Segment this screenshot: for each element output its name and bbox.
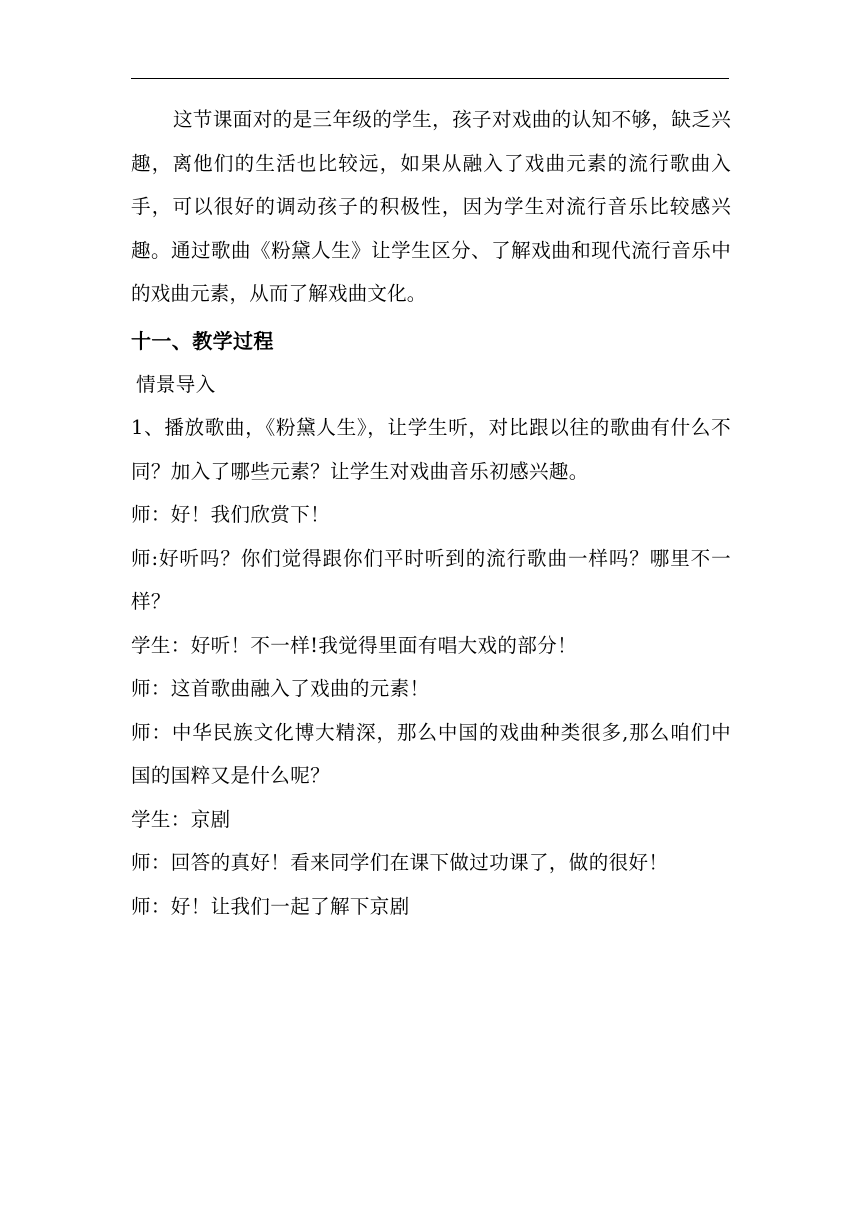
document-body <box>131 98 731 928</box>
dialogue-line: 师：好！让我们一起了解下京剧 <box>131 894 410 918</box>
dialogue-line: 1、播放歌曲，《粉黛人生》，让学生听，对比跟以往的歌曲有什么不同？加入了哪些元素？让学生对戏曲音乐初感兴趣。 <box>131 416 731 483</box>
intro-paragraph: 这节课面对的是三年级的学生，孩子对戏曲的认知不够，缺乏兴趣，离他们的生活也比较远，如果从融入了戏曲元素的流行歌曲入手，可以很好的调动孩子的积极性，因为学生对流行音乐比较感兴趣。通过歌曲《粉黛人生》让学生区分、了解戏曲和现代流行音乐中的戏曲元素，从而了解戏曲文化。 <box>131 108 731 305</box>
dialogue-line: 学生：京剧 <box>131 807 231 831</box>
dialogue-line: 师：好！我们欣赏下！ <box>131 503 331 526</box>
dialogue-line: 师：这首歌曲融入了戏曲的元素！ <box>131 677 430 700</box>
section-heading: 十一、教学过程 <box>131 328 274 353</box>
subheading: 情景导入 <box>136 372 216 396</box>
dialogue-line: 师:好听吗？你们觉得跟你们平时听到的流行歌曲一样吗？哪里不一样？ <box>131 546 731 613</box>
header-rule <box>131 78 729 79</box>
dialogue-line: 师：中华民族文化博大精深，那么中国的戏曲种类很多,那么咱们中国的国粹又是什么呢？ <box>131 720 731 787</box>
dialogue-line: 师：回答的真好！看来同学们在课下做过功课了，做的很好！ <box>131 851 669 874</box>
dialogue-line: 学生：好听！不一样!我觉得里面有唱大戏的部分！ <box>131 633 578 657</box>
